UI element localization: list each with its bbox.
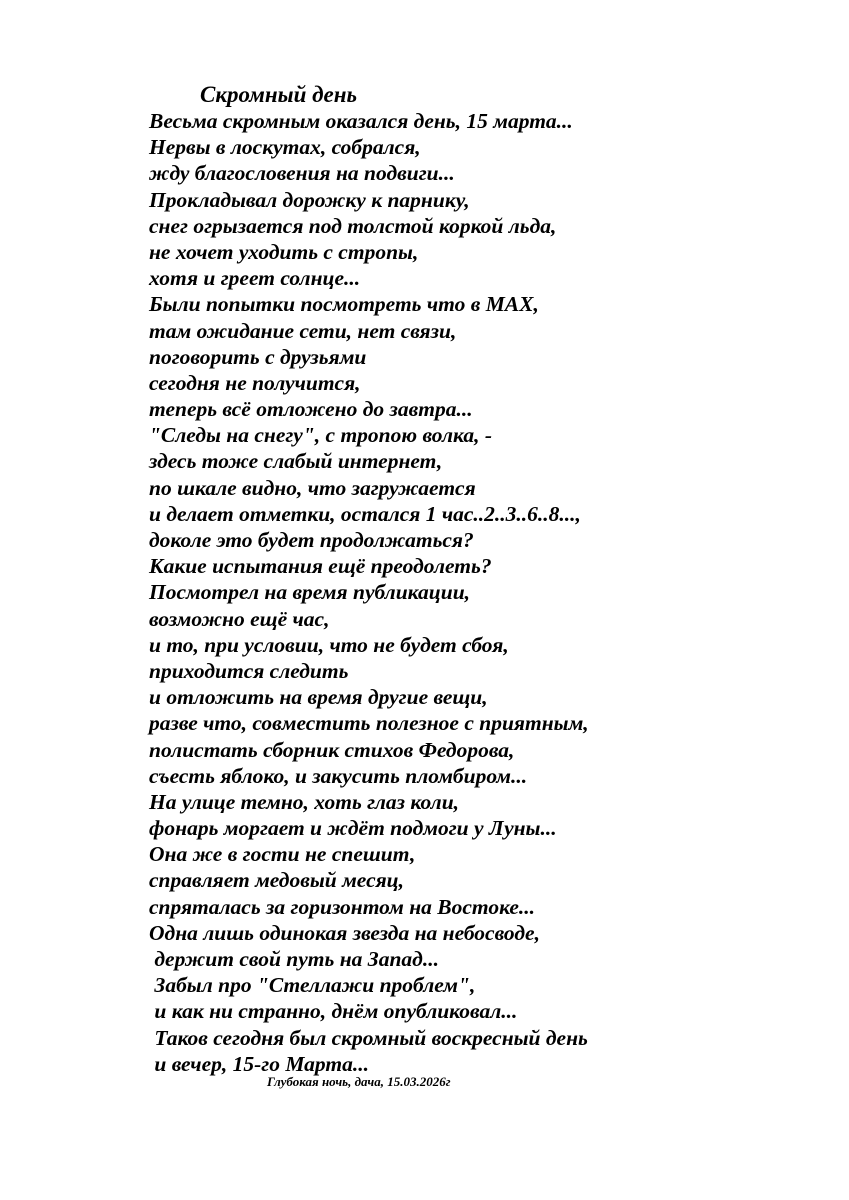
poem-line: Были попытки посмотреть что в MAX, [149, 292, 539, 317]
poem-line: спряталась за горизонтом на Востоке... [149, 894, 536, 919]
poem-line: приходится следить [149, 658, 349, 683]
poem-line: Забыл про "Стеллажи проблем", [149, 973, 476, 998]
poem-line: там ожидание сети, нет связи, [149, 318, 457, 343]
poem-line: жду благословения на подвиги... [149, 161, 455, 186]
poem-line: поговорить с друзьями [149, 344, 367, 369]
poem-line: снег огрызается под толстой коркой льда, [149, 213, 557, 238]
poem-line: Посмотрел на время публикации, [149, 580, 471, 605]
poem-line: Нервы в лоскутах, собрался, [149, 135, 421, 160]
poem-line: доколе это будет продолжаться? [149, 528, 474, 552]
poem-body [149, 108, 829, 1077]
poem-line: разве что, совместить полезное с приятным, [149, 711, 589, 736]
poem-line: возможно ещё час, [149, 606, 330, 631]
poem-line: Таков сегодня был скромный воскресный день [149, 1025, 588, 1050]
poem-line: полистать сборник стихов Федорова, [149, 737, 515, 762]
poem-line: и вечер, 15-го Марта... [149, 1051, 369, 1076]
poem-line: фонарь моргает и ждёт подмоги у Луны... [149, 816, 557, 841]
poem-line: Она же в гости не спешит, [149, 842, 416, 867]
poem-line: по шкале видно, что загружается [149, 475, 476, 500]
poem-line: Прокладывал дорожку к парнику, [149, 187, 470, 212]
poem-signature: Глубокая ночь, дача, 15.03.2026г [267, 1074, 451, 1089]
poem-line: Какие испытания ещё преодолеть? [149, 554, 492, 579]
poem-line: На улице темно, хоть глаз коли, [149, 789, 460, 814]
poem-line: сегодня не получится, [149, 370, 361, 395]
poem-line: и делает отметки, остался 1 час..2..3..6..8..., [149, 501, 581, 526]
poem-line: держит свой путь на Запад... [149, 947, 439, 971]
poem-line: Одна лишь одинокая звезда на небосводе, [149, 920, 540, 945]
poem-line: и отложить на время другие вещи, [149, 685, 488, 710]
poem-title: Скромный день [200, 82, 358, 107]
poem-line: теперь всё отложено до завтра... [149, 397, 473, 422]
poem-line: съесть яблоко, и закусить пломбиром... [149, 763, 528, 788]
poem-line: здесь тоже слабый интернет, [149, 449, 443, 474]
poem-line: справляет медовый месяц, [149, 868, 405, 893]
poem-line: и то, при условии, что не будет сбоя, [149, 632, 509, 657]
poem-line: не хочет уходить с стропы, [149, 239, 419, 264]
poem-line: "Следы на снегу", с тропою волка, - [149, 423, 493, 448]
poem-line: хотя и греет солнце... [149, 266, 361, 291]
poem-line: и как ни странно, днём опубликовал... [149, 999, 518, 1024]
poem-line: Весьма скромным оказался день, 15 марта... [149, 109, 573, 133]
